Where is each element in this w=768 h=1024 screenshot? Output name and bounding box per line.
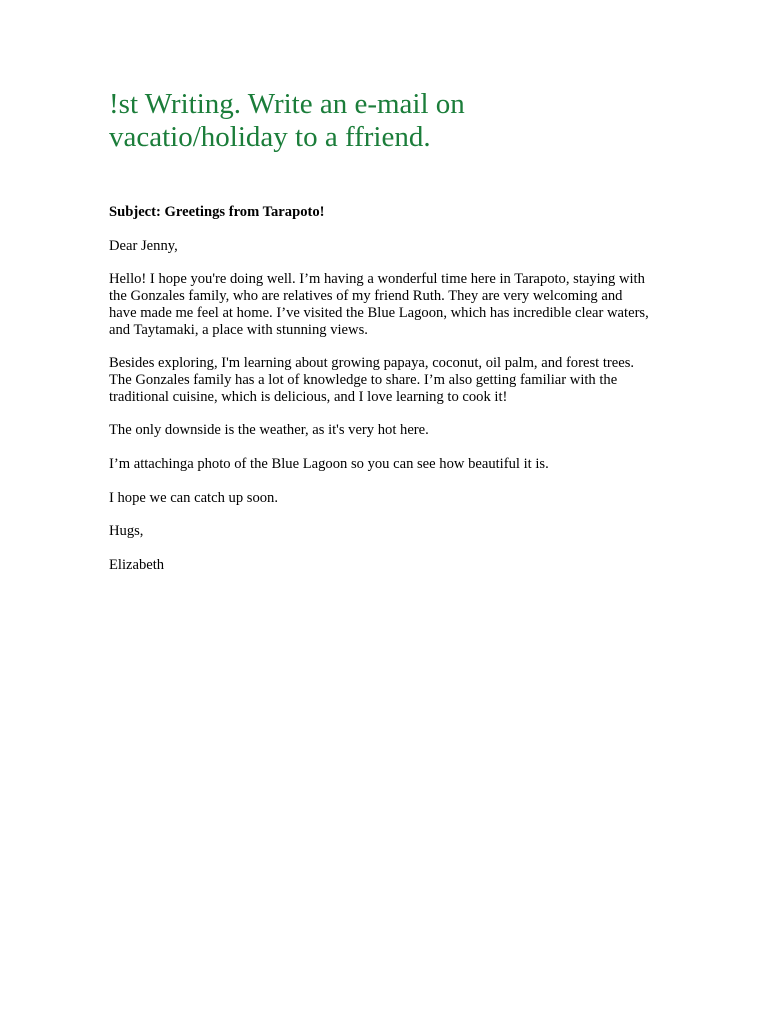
title-line-1: !st Writing. Write an e-mail on [109,88,465,120]
email-paragraph-5: I hope we can catch up soon. [109,489,278,506]
email-paragraph-4: I’m attachinga photo of the Blue Lagoon so you can see how beautiful it is. [109,456,549,473]
email-body [109,204,649,591]
email-paragraph-1: Hello! I hope you're doing well. I’m having a wonderful time here in Tarapoto, staying with the Gonzales family, who are relatives of my friend Ruth. They are very welcoming and have made me feel at home. I’ve visited the Blue Lagoon, which has incredible clear waters, and Taytamaki, a place with stunning views. [109,271,649,338]
email-paragraph-3: The only downside is the weather, as it's very hot here. [109,422,429,439]
page-title [109,88,669,154]
email-subject: Subject: Greetings from Tarapoto! [109,204,325,220]
email-paragraph-2: Besides exploring, I'm learning about growing papaya, coconut, oil palm, and forest trees. The Gonzales family has a lot of knowledge to share. I’m also getting familiar with the traditional cuisine, which is delicious, and I love learning to cook it! [109,355,635,405]
email-signature: Elizabeth [109,557,165,574]
email-greeting: Dear Jenny, [109,237,178,254]
title-line-2: vacatio/holiday to a ffriend. [109,121,431,153]
email-closing: Hugs, [109,523,144,540]
